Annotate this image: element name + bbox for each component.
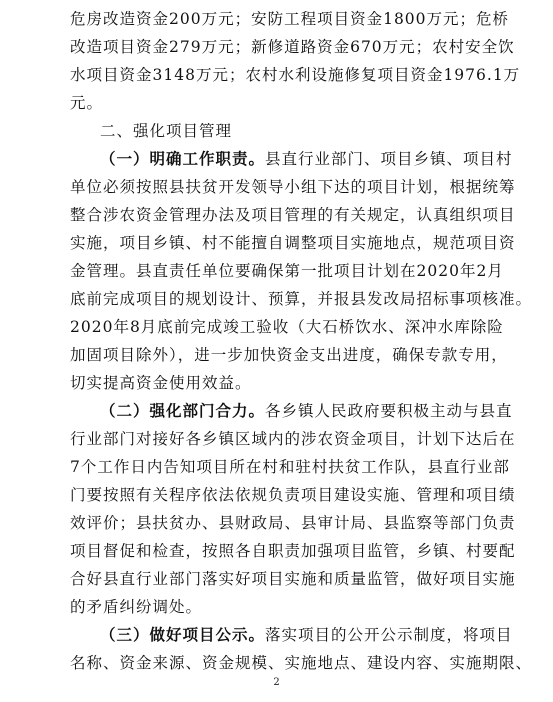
text-line: 底前完成项目的规划设计、预算，并报县发改局招标事项核准。 bbox=[70, 290, 533, 308]
page-number: 2 bbox=[273, 677, 280, 688]
text-line: 切实提高资金使用效益。 bbox=[70, 374, 252, 392]
text-line: 元。 bbox=[70, 94, 104, 112]
paragraph-lead bbox=[100, 400, 513, 422]
text-line: 危房改造资金200万元；安防工程项目资金1800万元；危桥 bbox=[70, 10, 510, 28]
text-line: 金管理。县直责任单位要确保第一批项目计划在2020年2月 bbox=[70, 262, 504, 280]
paragraph-lead bbox=[100, 624, 513, 646]
subsection-title: （三）做好项目公示。 bbox=[100, 626, 266, 644]
text-line: 单位必须按照县扶贫开发领导小组下达的项目计划，根据统筹 bbox=[70, 178, 516, 196]
text-line: 2020年8月底前完成竣工验收（大石桥饮水、深冲水库除险 bbox=[70, 318, 504, 336]
text-line: 整合涉农资金管理办法及项目管理的有关规定，认真组织项目 bbox=[70, 206, 516, 224]
text-line: 项目督促和检查，按照各自职责加强项目监管，乡镇、村要配 bbox=[70, 542, 516, 560]
text-line: 实施，项目乡镇、村不能擅自调整项目实施地点，规范项目资 bbox=[70, 234, 516, 252]
text-line: 效评价；县扶贫办、县财政局、县审计局、县监察等部门负责 bbox=[70, 514, 516, 532]
lead-text: 落实项目的公开公示制度，将项目 bbox=[265, 626, 513, 644]
text-line: 水项目资金3148万元；农村水利设施修复项目资金1976.1万 bbox=[70, 66, 521, 84]
section-heading: 二、强化项目管理 bbox=[100, 122, 233, 140]
text-line: 行业部门对接好各乡镇区域内的涉农资金项目，计划下达后在 bbox=[70, 430, 516, 448]
text-line: 7个工作日内告知项目所在村和驻村扶贫工作队，县直行业部 bbox=[70, 458, 510, 476]
lead-text: 县直行业部门、项目乡镇、项目村 bbox=[265, 150, 513, 168]
paragraph-lead bbox=[100, 148, 513, 170]
subsection-title: （二）强化部门合力。 bbox=[100, 402, 266, 420]
text-line: 合好县直行业部门落实好项目实施和质量监管，做好项目实施 bbox=[70, 570, 516, 588]
text-line: 名称、资金来源、资金规模、实施地点、建设内容、实施期限、 bbox=[70, 654, 533, 672]
text-line: 的矛盾纠纷调处。 bbox=[70, 598, 203, 616]
lead-text: 各乡镇人民政府要积极主动与县直 bbox=[265, 402, 513, 420]
text-line: 门要按照有关程序依法依规负责项目建设实施、管理和项目绩 bbox=[70, 486, 516, 504]
text-line: 改造项目资金279万元；新修道路资金670万元；农村安全饮 bbox=[70, 38, 515, 56]
subsection-title: （一）明确工作职责。 bbox=[100, 150, 266, 168]
text-line: 加固项目除外），进一步加快资金支出进度，确保专款专用， bbox=[70, 346, 508, 364]
